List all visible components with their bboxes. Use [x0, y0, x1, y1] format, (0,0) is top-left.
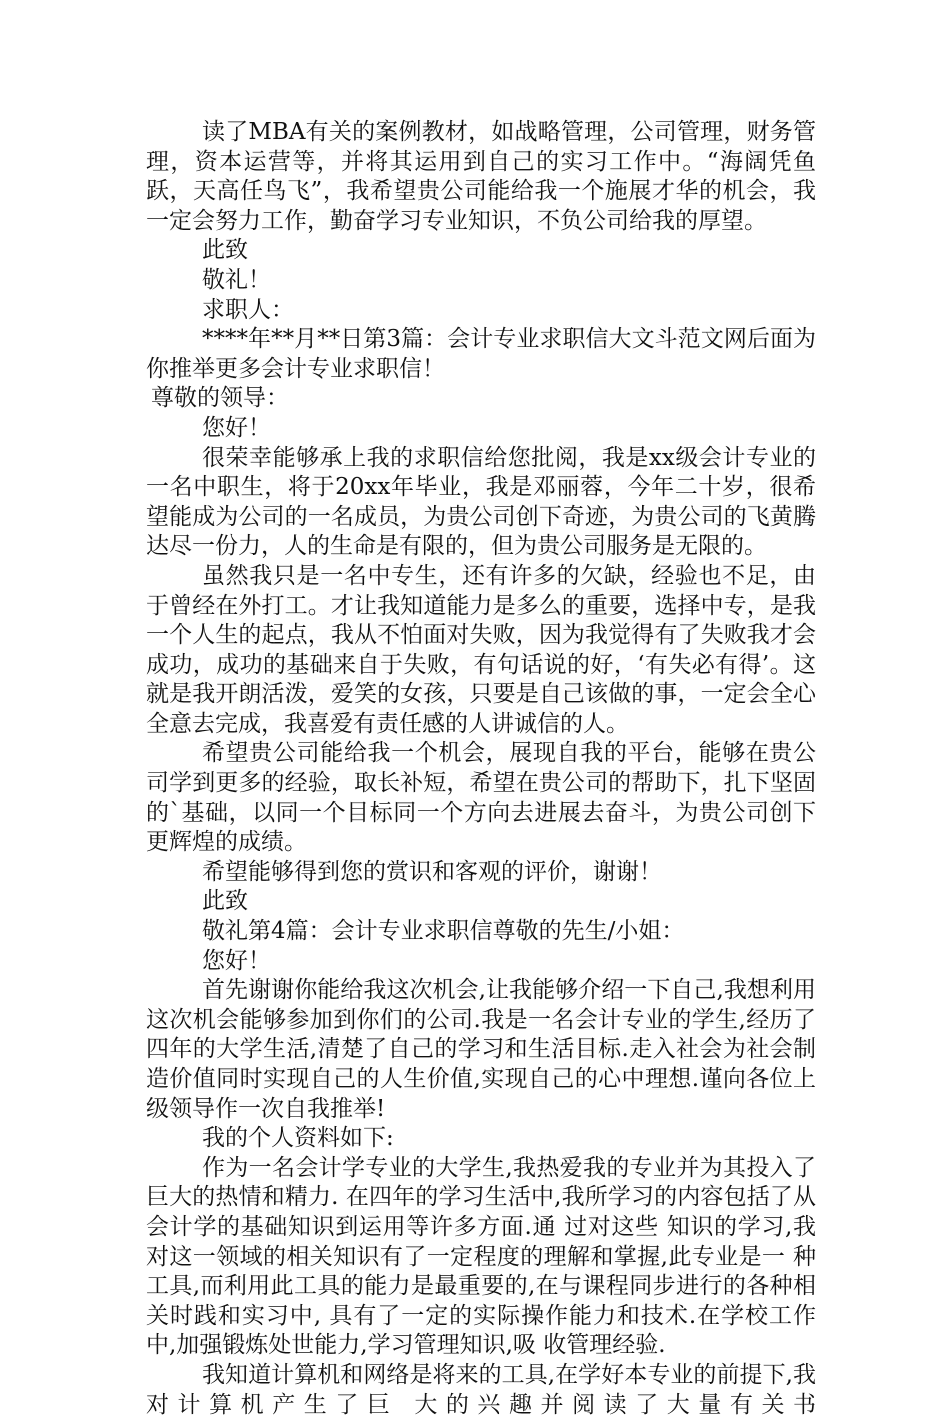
document-body: [146, 118, 816, 1420]
paragraph-thanks: 希望能够得到您的赏识和客观的评价，谢谢！: [202, 858, 662, 885]
paragraph-mba-study: 读了MBA有关的案例教材，如战略管理，公司管理，财务管理，资本运营等，并将其运用到自己的实习工作中。“海阔凭鱼跃，天高任鸟飞”，我希望贵公司能给我一个施展才华的机会，我一定会努力工作，勤奋学习专业知识，不负公司给我的厚望。: [146, 119, 816, 234]
paragraph-hope-opportunity: 希望贵公司能给我一个机会，展现自我的平台，能够在贵公司学到更多的经验，取长补短，希望在贵公司的帮助下，扎下坚固的`基础，以同一个目标同一个方向去进展去奋斗，为贵公司创下更辉煌的成绩。: [146, 740, 816, 856]
signature-applicant: 求职人：: [202, 296, 294, 323]
greeting-hello-2: 您好！: [202, 947, 271, 974]
section-4-heading: 敬礼第4篇：会计专业求职信尊敬的先生/小姐：: [202, 918, 685, 945]
paragraph-self-intro: 首先谢谢你能给我这次机会,让我能够介绍一下自己,我想利用这次机会能够参加到你们的公司.我是一名会计专业的学生,经历了四年的大学生活,清楚了自己的学习和生活目标.走入社会为社会制造价值同时实现自己的人生价值,实现自己的心中理想.谨向各位上级领导作一次自我推举!: [146, 977, 816, 1122]
paragraph-computer-skills: 我知道计算机和网络是将来的工具,在学好本专业的前提下,我对计算机产生了巨 大的兴趣并阅读了大量有关书: [146, 1361, 816, 1418]
paragraph-accounting-study: 作为一名会计学专业的大学生,我热爱我的专业并为其投入了巨大的热情和精力. 在四年的学习生活中,我所学习的内容包括了从会计学的基础知识到运用等许多方面.通 过对这些 知识的学习,我对这一领域的相关知识有了一定程度的理解和掌握,此专业是一 种工具,而利用此工具的能力是最重要的,在与课程同步进行的各种相关时践和实习中, 具有了一定的实际操作能力和技术.在学校工作中,加强锻炼处世能力,学习管理知识,吸 收管理经验.: [146, 1154, 816, 1359]
closing-regards-1: 敬礼！: [202, 266, 271, 293]
closing-salutation-1: 此致: [202, 237, 248, 264]
paragraph-introduction: 很荣幸能够承上我的求职信给您批阅，我是xx级会计专业的一名中职生，将于20xx年毕业，我是邓丽蓉，今年二十岁，很希望能成为公司的一名成员，为贵公司创下奇迹，为贵公司的飞黄腾达尽一份力，人的生命是有限的，但为贵公司服务是无限的。: [146, 444, 816, 560]
closing-salutation-2: 此致: [202, 888, 248, 915]
greeting-leader: 尊敬的领导：: [151, 385, 289, 412]
greeting-hello-1: 您好！: [202, 414, 271, 441]
date-and-section-3-heading: ****年**月**日第3篇：会计专业求职信大文斗范文网后面为你推举更多会计专业求职信！: [146, 326, 816, 382]
personal-info-heading: 我的个人资料如下:: [202, 1125, 394, 1152]
paragraph-experience: 虽然我只是一名中专生，还有许多的欠缺，经验也不足，由于曾经在外打工。才让我知道能力是多么的重要，选择中专，是我一个人生的起点，我从不怕面对失败，因为我觉得有了失败我才会成功，成功的基础来自于失败，有句话说的好，‘有失必有得’。这就是我开朗活泼，爱笑的女孩，只要是自己该做的事，一定会全心全意去完成，我喜爱有责任感的人讲诚信的人。: [146, 562, 816, 737]
